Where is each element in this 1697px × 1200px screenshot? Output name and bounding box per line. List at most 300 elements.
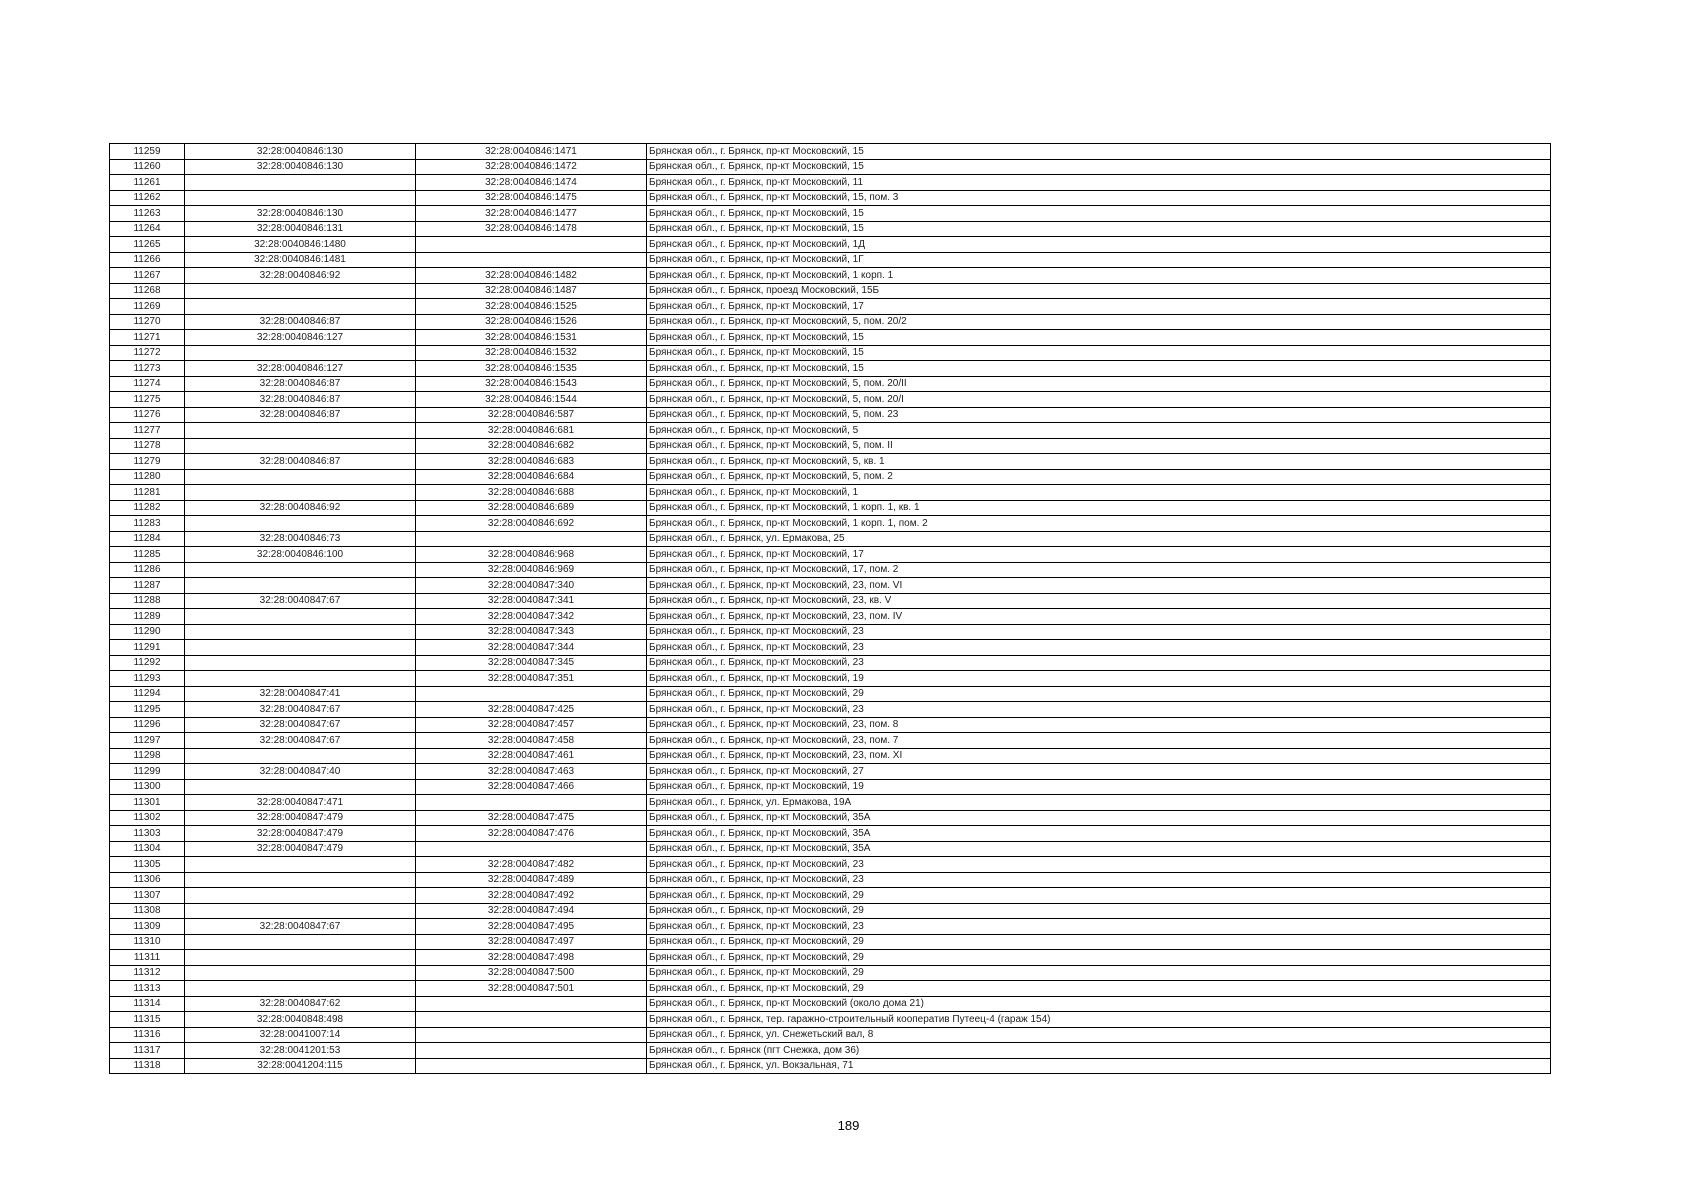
table-row [110,237,1551,253]
cadastral-number-cell: 32:28:0040846:1471 [416,144,647,160]
table-row [110,1043,1551,1059]
cadastral-number-cell [416,1027,647,1043]
parent-cadastral-number-cell: 32:28:0040847:479 [185,810,416,826]
row-number-cell: 11316 [110,1027,185,1043]
row-number-cell: 11280 [110,469,185,485]
table-row [110,810,1551,826]
row-number-cell: 11293 [110,671,185,687]
row-number-cell: 11276 [110,407,185,423]
address-cell: Брянская обл., г. Брянск, пр-кт Московский, 23, пом. 8 [647,717,1551,733]
cadastral-number-cell: 32:28:0040847:466 [416,779,647,795]
address-cell: Брянская обл., г. Брянск, пр-кт Московский, 29 [647,981,1551,997]
address-cell: Брянская обл., г. Брянск, пр-кт Московский, 27 [647,764,1551,780]
registry-table-body [110,144,1551,1074]
cadastral-number-cell: 32:28:0040847:494 [416,903,647,919]
address-cell: Брянская обл., г. Брянск, пр-кт Московский, 35А [647,826,1551,842]
cadastral-number-cell: 32:28:0040846:1472 [416,159,647,175]
row-number-cell: 11300 [110,779,185,795]
address-cell: Брянская обл., г. Брянск, пр-кт Московский, 1 корп. 1, кв. 1 [647,500,1551,516]
parent-cadastral-number-cell: 32:28:0040846:87 [185,392,416,408]
cadastral-number-cell: 32:28:0040847:458 [416,733,647,749]
parent-cadastral-number-cell: 32:28:0040846:127 [185,330,416,346]
row-number-cell: 11266 [110,252,185,268]
address-cell: Брянская обл., г. Брянск, пр-кт Московский, 5, кв. 1 [647,454,1551,470]
address-cell: Брянская обл., г. Брянск, пр-кт Московский, 19 [647,671,1551,687]
cadastral-number-cell: 32:28:0040846:684 [416,469,647,485]
address-cell: Брянская обл., г. Брянск, проезд Московский, 15Б [647,283,1551,299]
table-row [110,175,1551,191]
row-number-cell: 11265 [110,237,185,253]
parent-cadastral-number-cell: 32:28:0040847:41 [185,686,416,702]
row-number-cell: 11275 [110,392,185,408]
table-row [110,795,1551,811]
table-row [110,702,1551,718]
row-number-cell: 11284 [110,531,185,547]
table-row [110,578,1551,594]
cadastral-number-cell: 32:28:0040846:682 [416,438,647,454]
parent-cadastral-number-cell [185,345,416,361]
address-cell: Брянская обл., г. Брянск, пр-кт Московский, 17 [647,299,1551,315]
cadastral-number-cell: 32:28:0040847:500 [416,965,647,981]
cadastral-number-cell: 32:28:0040847:497 [416,934,647,950]
table-row [110,531,1551,547]
parent-cadastral-number-cell: 32:28:0041201:53 [185,1043,416,1059]
table-row [110,888,1551,904]
table-row [110,562,1551,578]
address-cell: Брянская обл., г. Брянск, пр-кт Московский, 15 [647,159,1551,175]
cadastral-number-cell: 32:28:0040847:457 [416,717,647,733]
parent-cadastral-number-cell [185,981,416,997]
address-cell: Брянская обл., г. Брянск, пр-кт Московский, 23 [647,702,1551,718]
cadastral-number-cell: 32:28:0040847:463 [416,764,647,780]
address-cell: Брянская обл., г. Брянск, пр-кт Московский, 23, пом. XI [647,748,1551,764]
row-number-cell: 11268 [110,283,185,299]
table-row [110,469,1551,485]
row-number-cell: 11281 [110,485,185,501]
cadastral-number-cell: 32:28:0040846:692 [416,516,647,532]
parent-cadastral-number-cell [185,485,416,501]
address-cell: Брянская обл., г. Брянск, пр-кт Московский, 5 [647,423,1551,439]
parent-cadastral-number-cell [185,950,416,966]
cadastral-number-cell [416,1012,647,1028]
parent-cadastral-number-cell [185,438,416,454]
table-row [110,779,1551,795]
parent-cadastral-number-cell: 32:28:0040847:67 [185,919,416,935]
cadastral-number-cell: 32:28:0040846:681 [416,423,647,439]
address-cell: Брянская обл., г. Брянск, пр-кт Московский, 23, пом. IV [647,609,1551,625]
parent-cadastral-number-cell: 32:28:0040846:130 [185,159,416,175]
table-row [110,655,1551,671]
table-row [110,717,1551,733]
parent-cadastral-number-cell [185,624,416,640]
cadastral-number-cell: 32:28:0040847:345 [416,655,647,671]
row-number-cell: 11291 [110,640,185,656]
row-number-cell: 11301 [110,795,185,811]
row-number-cell: 11261 [110,175,185,191]
table-row [110,407,1551,423]
cadastral-number-cell: 32:28:0040846:689 [416,500,647,516]
table-row [110,376,1551,392]
row-number-cell: 11259 [110,144,185,160]
table-row [110,423,1551,439]
table-row [110,671,1551,687]
address-cell: Брянская обл., г. Брянск, пр-кт Московский, 5, пом. 2 [647,469,1551,485]
parent-cadastral-number-cell: 32:28:0040846:1480 [185,237,416,253]
address-cell: Брянская обл., г. Брянск, пр-кт Московский, 23, пом. VI [647,578,1551,594]
cadastral-number-cell [416,237,647,253]
parent-cadastral-number-cell: 32:28:0040847:479 [185,841,416,857]
table-row [110,299,1551,315]
parent-cadastral-number-cell [185,640,416,656]
address-cell: Брянская обл., г. Брянск, пр-кт Московский, 23 [647,655,1551,671]
table-row [110,190,1551,206]
row-number-cell: 11298 [110,748,185,764]
row-number-cell: 11285 [110,547,185,563]
table-row [110,748,1551,764]
table-row [110,438,1551,454]
table-row [110,221,1551,237]
cadastral-number-cell: 32:28:0040847:482 [416,857,647,873]
address-cell: Брянская обл., г. Брянск, ул. Вокзальная, 71 [647,1058,1551,1074]
cadastral-number-cell: 32:28:0040847:501 [416,981,647,997]
parent-cadastral-number-cell [185,671,416,687]
row-number-cell: 11317 [110,1043,185,1059]
row-number-cell: 11307 [110,888,185,904]
cadastral-number-cell [416,996,647,1012]
row-number-cell: 11292 [110,655,185,671]
cadastral-number-cell: 32:28:0040846:688 [416,485,647,501]
parent-cadastral-number-cell: 32:28:0040846:1481 [185,252,416,268]
table-row [110,981,1551,997]
cadastral-number-cell [416,1058,647,1074]
table-row [110,283,1551,299]
parent-cadastral-number-cell: 32:28:0040847:40 [185,764,416,780]
parent-cadastral-number-cell: 32:28:0040847:67 [185,593,416,609]
row-number-cell: 11264 [110,221,185,237]
cadastral-number-cell: 32:28:0040846:1475 [416,190,647,206]
cadastral-number-cell: 32:28:0040847:495 [416,919,647,935]
table-row [110,1058,1551,1074]
parent-cadastral-number-cell [185,965,416,981]
parent-cadastral-number-cell: 32:28:0040846:130 [185,144,416,160]
address-cell: Брянская обл., г. Брянск, пр-кт Московский, 15 [647,361,1551,377]
cadastral-number-cell: 32:28:0040846:1532 [416,345,647,361]
address-cell: Брянская обл., г. Брянск, пр-кт Московский (около дома 21) [647,996,1551,1012]
parent-cadastral-number-cell [185,857,416,873]
row-number-cell: 11269 [110,299,185,315]
cadastral-number-cell: 32:28:0040846:1531 [416,330,647,346]
cadastral-number-cell: 32:28:0040846:1535 [416,361,647,377]
row-number-cell: 11274 [110,376,185,392]
parent-cadastral-number-cell [185,578,416,594]
address-cell: Брянская обл., г. Брянск, пр-кт Московский, 5, пом. 23 [647,407,1551,423]
table-row [110,485,1551,501]
cadastral-number-cell [416,252,647,268]
parent-cadastral-number-cell: 32:28:0040846:73 [185,531,416,547]
address-cell: Брянская обл., г. Брянск, пр-кт Московский, 15 [647,144,1551,160]
table-row [110,206,1551,222]
address-cell: Брянская обл., г. Брянск, пр-кт Московский, 15 [647,345,1551,361]
parent-cadastral-number-cell: 32:28:0040846:100 [185,547,416,563]
parent-cadastral-number-cell: 32:28:0040847:62 [185,996,416,1012]
cadastral-number-cell: 32:28:0040847:492 [416,888,647,904]
address-cell: Брянская обл., г. Брянск, ул. Ермакова, 19А [647,795,1551,811]
address-cell: Брянская обл., г. Брянск, пр-кт Московский, 23 [647,872,1551,888]
address-cell: Брянская обл., г. Брянск, пр-кт Московский, 35А [647,841,1551,857]
row-number-cell: 11315 [110,1012,185,1028]
parent-cadastral-number-cell: 32:28:0041204:115 [185,1058,416,1074]
address-cell: Брянская обл., г. Брянск, пр-кт Московский, 15 [647,206,1551,222]
cadastral-number-cell: 32:28:0040847:498 [416,950,647,966]
table-row [110,872,1551,888]
table-row [110,252,1551,268]
address-cell: Брянская обл., г. Брянск, пр-кт Московский, 17, пом. 2 [647,562,1551,578]
address-cell: Брянская обл., г. Брянск, пр-кт Московский, 5, пом. II [647,438,1551,454]
address-cell: Брянская обл., г. Брянск (пгт Снежка, дом 36) [647,1043,1551,1059]
cadastral-number-cell: 32:28:0040846:1477 [416,206,647,222]
address-cell: Брянская обл., г. Брянск, пр-кт Московский, 23, пом. 7 [647,733,1551,749]
address-cell: Брянская обл., г. Брянск, пр-кт Московский, 15, пом. 3 [647,190,1551,206]
row-number-cell: 11303 [110,826,185,842]
parent-cadastral-number-cell [185,299,416,315]
cadastral-number-cell [416,1043,647,1059]
table-row [110,547,1551,563]
parent-cadastral-number-cell [185,190,416,206]
cadastral-number-cell: 32:28:0040846:1526 [416,314,647,330]
parent-cadastral-number-cell [185,655,416,671]
table-row [110,950,1551,966]
cadastral-number-cell: 32:28:0040846:1482 [416,268,647,284]
parent-cadastral-number-cell [185,779,416,795]
parent-cadastral-number-cell: 32:28:0040847:471 [185,795,416,811]
cadastral-number-cell: 32:28:0040846:1474 [416,175,647,191]
table-row [110,361,1551,377]
parent-cadastral-number-cell [185,562,416,578]
parent-cadastral-number-cell [185,283,416,299]
row-number-cell: 11282 [110,500,185,516]
row-number-cell: 11270 [110,314,185,330]
row-number-cell: 11278 [110,438,185,454]
cadastral-number-cell: 32:28:0040847:341 [416,593,647,609]
row-number-cell: 11287 [110,578,185,594]
row-number-cell: 11312 [110,965,185,981]
parent-cadastral-number-cell: 32:28:0040847:67 [185,717,416,733]
address-cell: Брянская обл., г. Брянск, пр-кт Московский, 29 [647,934,1551,950]
cadastral-number-cell: 32:28:0040847:461 [416,748,647,764]
cadastral-number-cell: 32:28:0040847:476 [416,826,647,842]
table-row [110,516,1551,532]
address-cell: Брянская обл., г. Брянск, пр-кт Московский, 29 [647,888,1551,904]
table-row [110,841,1551,857]
row-number-cell: 11262 [110,190,185,206]
cadastral-number-cell: 32:28:0040847:342 [416,609,647,625]
cadastral-number-cell: 32:28:0040847:489 [416,872,647,888]
table-row [110,934,1551,950]
address-cell: Брянская обл., г. Брянск, пр-кт Московский, 5, пом. 20/II [647,376,1551,392]
parent-cadastral-number-cell: 32:28:0040846:87 [185,314,416,330]
table-row [110,996,1551,1012]
parent-cadastral-number-cell: 32:28:0040846:87 [185,376,416,392]
table-row [110,593,1551,609]
row-number-cell: 11297 [110,733,185,749]
row-number-cell: 11295 [110,702,185,718]
parent-cadastral-number-cell [185,872,416,888]
row-number-cell: 11267 [110,268,185,284]
table-row [110,826,1551,842]
row-number-cell: 11311 [110,950,185,966]
cadastral-number-cell: 32:28:0040846:969 [416,562,647,578]
parent-cadastral-number-cell: 32:28:0040847:479 [185,826,416,842]
parent-cadastral-number-cell: 32:28:0040846:87 [185,407,416,423]
parent-cadastral-number-cell [185,609,416,625]
row-number-cell: 11309 [110,919,185,935]
cadastral-number-cell [416,531,647,547]
address-cell: Брянская обл., г. Брянск, пр-кт Московский, 15 [647,330,1551,346]
address-cell: Брянская обл., г. Брянск, пр-кт Московский, 1 [647,485,1551,501]
cadastral-number-cell: 32:28:0040846:1544 [416,392,647,408]
parent-cadastral-number-cell: 32:28:0040846:127 [185,361,416,377]
table-row [110,764,1551,780]
table-row [110,392,1551,408]
table-row [110,640,1551,656]
table-row [110,268,1551,284]
parent-cadastral-number-cell: 32:28:0040848:498 [185,1012,416,1028]
row-number-cell: 11302 [110,810,185,826]
address-cell: Брянская обл., г. Брянск, пр-кт Московский, 1 корп. 1, пом. 2 [647,516,1551,532]
cadastral-number-cell: 32:28:0040847:340 [416,578,647,594]
cadastral-number-cell: 32:28:0040846:1543 [416,376,647,392]
address-cell: Брянская обл., г. Брянск, пр-кт Московский, 23, кв. V [647,593,1551,609]
row-number-cell: 11296 [110,717,185,733]
row-number-cell: 11294 [110,686,185,702]
cadastral-number-cell: 32:28:0040847:343 [416,624,647,640]
table-row [110,733,1551,749]
address-cell: Брянская обл., г. Брянск, пр-кт Московский, 35А [647,810,1551,826]
address-cell: Брянская обл., г. Брянск, пр-кт Московский, 1 корп. 1 [647,268,1551,284]
cadastral-number-cell [416,795,647,811]
cadastral-number-cell: 32:28:0040847:344 [416,640,647,656]
cadastral-number-cell [416,841,647,857]
table-row [110,314,1551,330]
address-cell: Брянская обл., г. Брянск, пр-кт Московский, 29 [647,965,1551,981]
cadastral-number-cell: 32:28:0040846:968 [416,547,647,563]
parent-cadastral-number-cell [185,934,416,950]
address-cell: Брянская обл., г. Брянск, пр-кт Московский, 29 [647,950,1551,966]
cadastral-number-cell: 32:28:0040846:1478 [416,221,647,237]
parent-cadastral-number-cell [185,175,416,191]
row-number-cell: 11279 [110,454,185,470]
cadastral-number-cell: 32:28:0040846:683 [416,454,647,470]
row-number-cell: 11271 [110,330,185,346]
address-cell: Брянская обл., г. Брянск, пр-кт Московский, 1Д [647,237,1551,253]
registry-table [109,143,1551,1074]
page-number: 189 [837,1118,860,1133]
row-number-cell: 11314 [110,996,185,1012]
address-cell: Брянская обл., г. Брянск, пр-кт Московский, 29 [647,686,1551,702]
parent-cadastral-number-cell [185,888,416,904]
cadastral-number-cell [416,686,647,702]
row-number-cell: 11277 [110,423,185,439]
parent-cadastral-number-cell [185,469,416,485]
row-number-cell: 11304 [110,841,185,857]
row-number-cell: 11288 [110,593,185,609]
parent-cadastral-number-cell: 32:28:0040846:92 [185,500,416,516]
row-number-cell: 11289 [110,609,185,625]
address-cell: Брянская обл., г. Брянск, пр-кт Московский, 15 [647,221,1551,237]
parent-cadastral-number-cell: 32:28:0040846:131 [185,221,416,237]
table-row [110,903,1551,919]
parent-cadastral-number-cell: 32:28:0040846:92 [185,268,416,284]
row-number-cell: 11308 [110,903,185,919]
address-cell: Брянская обл., г. Брянск, ул. Ермакова, 25 [647,531,1551,547]
parent-cadastral-number-cell: 32:28:0040847:67 [185,702,416,718]
parent-cadastral-number-cell [185,516,416,532]
table-row [110,1027,1551,1043]
table-row [110,330,1551,346]
cadastral-number-cell: 32:28:0040846:587 [416,407,647,423]
row-number-cell: 11263 [110,206,185,222]
cadastral-number-cell: 32:28:0040846:1487 [416,283,647,299]
parent-cadastral-number-cell: 32:28:0040847:67 [185,733,416,749]
table-row [110,686,1551,702]
row-number-cell: 11313 [110,981,185,997]
cadastral-number-cell: 32:28:0040847:351 [416,671,647,687]
table-row [110,965,1551,981]
table-row [110,857,1551,873]
address-cell: Брянская обл., г. Брянск, ул. Снежетьский вал, 8 [647,1027,1551,1043]
table-row [110,454,1551,470]
parent-cadastral-number-cell: 32:28:0041007:14 [185,1027,416,1043]
row-number-cell: 11290 [110,624,185,640]
row-number-cell: 11283 [110,516,185,532]
table-row [110,500,1551,516]
table-row [110,609,1551,625]
table-row [110,624,1551,640]
table-row [110,1012,1551,1028]
row-number-cell: 11306 [110,872,185,888]
parent-cadastral-number-cell: 32:28:0040846:130 [185,206,416,222]
parent-cadastral-number-cell [185,903,416,919]
address-cell: Брянская обл., г. Брянск, пр-кт Московский, 17 [647,547,1551,563]
row-number-cell: 11260 [110,159,185,175]
address-cell: Брянская обл., г. Брянск, пр-кт Московский, 11 [647,175,1551,191]
address-cell: Брянская обл., г. Брянск, пр-кт Московский, 23 [647,640,1551,656]
row-number-cell: 11273 [110,361,185,377]
address-cell: Брянская обл., г. Брянск, пр-кт Московский, 1Г [647,252,1551,268]
address-cell: Брянская обл., г. Брянск, пр-кт Московский, 23 [647,919,1551,935]
row-number-cell: 11299 [110,764,185,780]
address-cell: Брянская обл., г. Брянск, тер. гаражно-строительный кооператив Путеец-4 (гараж 154) [647,1012,1551,1028]
row-number-cell: 11318 [110,1058,185,1074]
table-row [110,159,1551,175]
parent-cadastral-number-cell: 32:28:0040846:87 [185,454,416,470]
cadastral-number-cell: 32:28:0040847:475 [416,810,647,826]
address-cell: Брянская обл., г. Брянск, пр-кт Московский, 19 [647,779,1551,795]
address-cell: Брянская обл., г. Брянск, пр-кт Московский, 5, пом. 20/I [647,392,1551,408]
address-cell: Брянская обл., г. Брянск, пр-кт Московский, 23 [647,624,1551,640]
cadastral-number-cell: 32:28:0040847:425 [416,702,647,718]
row-number-cell: 11310 [110,934,185,950]
table-row [110,919,1551,935]
row-number-cell: 11305 [110,857,185,873]
table-row [110,144,1551,160]
parent-cadastral-number-cell [185,423,416,439]
address-cell: Брянская обл., г. Брянск, пр-кт Московский, 23 [647,857,1551,873]
row-number-cell: 11272 [110,345,185,361]
parent-cadastral-number-cell [185,748,416,764]
address-cell: Брянская обл., г. Брянск, пр-кт Московский, 29 [647,903,1551,919]
table-row [110,345,1551,361]
